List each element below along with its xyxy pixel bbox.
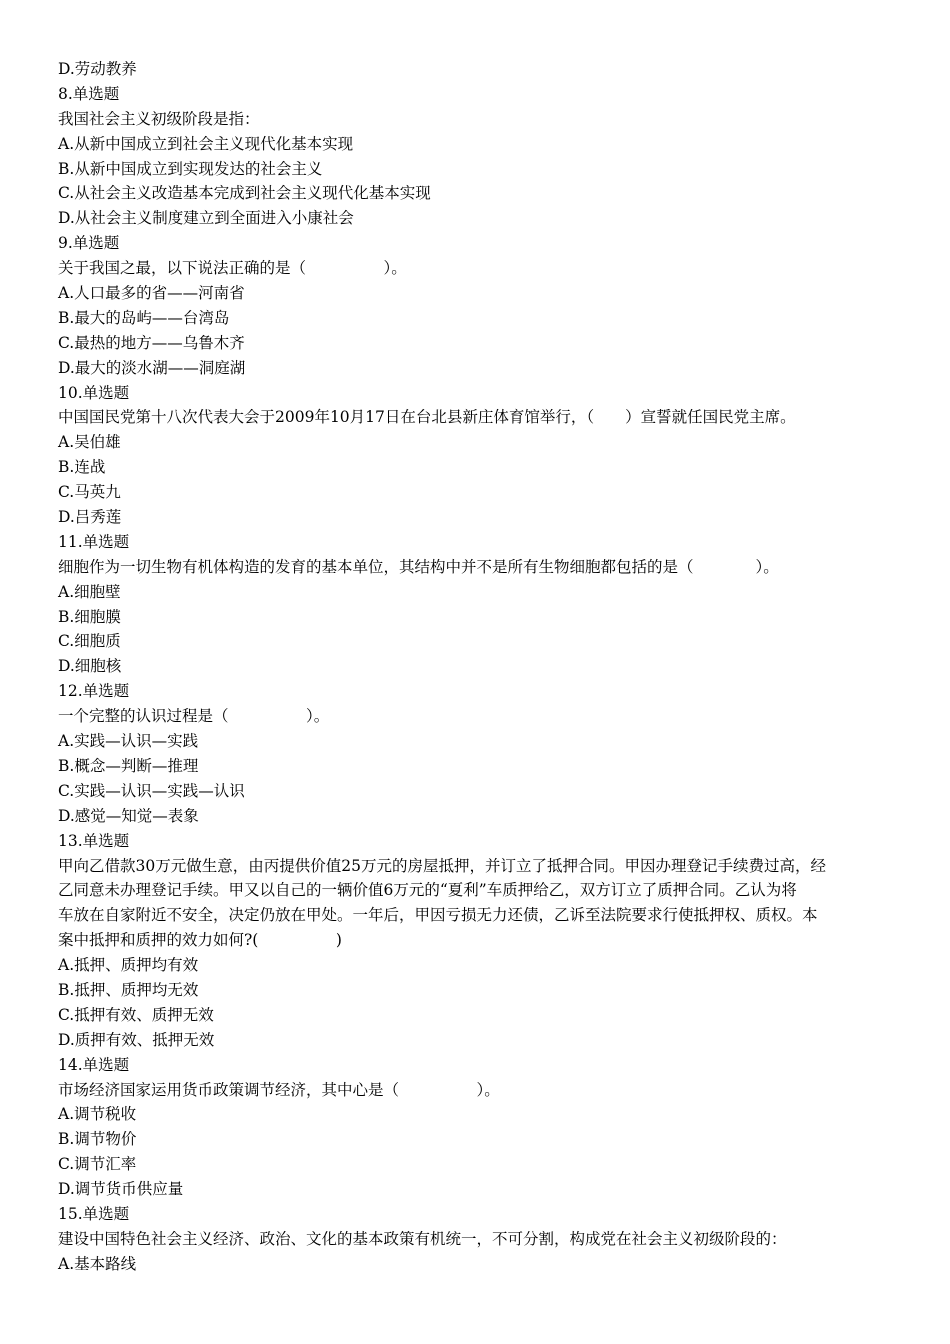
document-page <box>58 57 898 1277</box>
option-line: A.调节税收 <box>58 1105 137 1124</box>
question-stem: 一个完整的认识过程是（ ）。 <box>58 707 330 726</box>
question-stem: 建设中国特色社会主义经济、政治、文化的基本政策有机统一，不可分割，构成党在社会主义初级阶段的： <box>58 1229 787 1248</box>
option-line: D.吕秀莲 <box>58 508 122 527</box>
option-line: D.感觉—知觉—表象 <box>58 806 199 825</box>
option-line: D.质押有效、抵押无效 <box>58 1030 215 1049</box>
question-stem: 关于我国之最，以下说法正确的是（ ）。 <box>58 259 407 278</box>
question-stem: 市场经济国家运用货币政策调节经济，其中心是（ ）。 <box>58 1080 500 1099</box>
option-line: B.概念—判断—推理 <box>58 756 199 775</box>
option-line: B.最大的岛屿——台湾岛 <box>58 308 230 327</box>
question-header: 12.单选题 <box>58 682 130 701</box>
option-line: C.最热的地方——乌鲁木齐 <box>58 333 245 352</box>
question-header: 8.单选题 <box>58 84 120 103</box>
option-line: C.实践—认识—实践—认识 <box>58 781 245 800</box>
option-line: A.吴伯雄 <box>58 433 121 452</box>
option-line: A.基本路线 <box>58 1254 137 1273</box>
option-line: D.最大的淡水湖——洞庭湖 <box>58 358 246 377</box>
question-header: 15.单选题 <box>58 1204 130 1223</box>
question-stem: 乙同意未办理登记手续。甲又以自己的一辆价值6万元的“夏利”车质押给乙，双方订立了质押合同。乙认为将 <box>58 881 797 900</box>
question-stem: 案中抵押和质押的效力如何?( ) <box>58 931 342 950</box>
option-line: B.抵押、质押均无效 <box>58 980 199 999</box>
option-line: B.连战 <box>58 458 106 477</box>
question-header: 11.单选题 <box>58 532 130 551</box>
question-header: 13.单选题 <box>58 831 130 850</box>
option-line: A.人口最多的省——河南省 <box>58 284 245 303</box>
option-line: C.细胞质 <box>58 632 121 651</box>
option-line: A.细胞壁 <box>58 582 121 601</box>
question-stem: 细胞作为一切生物有机体构造的发育的基本单位，其结构中并不是所有生物细胞都包括的是（ ）。 <box>58 557 779 576</box>
option-line: C.从社会主义改造基本完成到社会主义现代化基本实现 <box>58 184 431 203</box>
option-line: D.细胞核 <box>58 657 122 676</box>
option-line: D.劳动教养 <box>58 60 137 78</box>
option-line: A.抵押、质押均有效 <box>58 956 199 975</box>
option-line: D.调节货币供应量 <box>58 1180 184 1199</box>
question-header: 14.单选题 <box>58 1055 130 1074</box>
option-line: C.调节汇率 <box>58 1155 137 1174</box>
question-stem: 车放在自家附近不安全，决定仍放在甲处。一年后，甲因亏损无力还债，乙诉至法院要求行使抵押权、质权。本 <box>58 906 818 925</box>
question-stem: 我国社会主义初级阶段是指： <box>58 109 260 128</box>
question-header: 10.单选题 <box>58 383 130 402</box>
option-line: B.从新中国成立到实现发达的社会主义 <box>58 159 323 178</box>
option-line: A.实践—认识—实践 <box>58 732 199 751</box>
option-line: B.调节物价 <box>58 1130 137 1149</box>
option-line: D.从社会主义制度建立到全面进入小康社会 <box>58 209 354 228</box>
option-line: B.细胞膜 <box>58 607 121 626</box>
question-header: 9.单选题 <box>58 234 120 253</box>
question-stem: 中国国民党第十八次代表大会于2009年10月17日在台北县新庄体育馆举行，（ ）宣誓就任国民党主席。 <box>58 408 796 427</box>
option-line: C.马英九 <box>58 483 121 502</box>
option-line: A.从新中国成立到社会主义现代化基本实现 <box>58 134 354 153</box>
question-stem: 甲向乙借款30万元做生意，由丙提供价值25万元的房屋抵押，并订立了抵押合同。甲因办理登记手续费过高，经 <box>58 856 826 875</box>
option-line: C.抵押有效、质押无效 <box>58 1005 214 1024</box>
